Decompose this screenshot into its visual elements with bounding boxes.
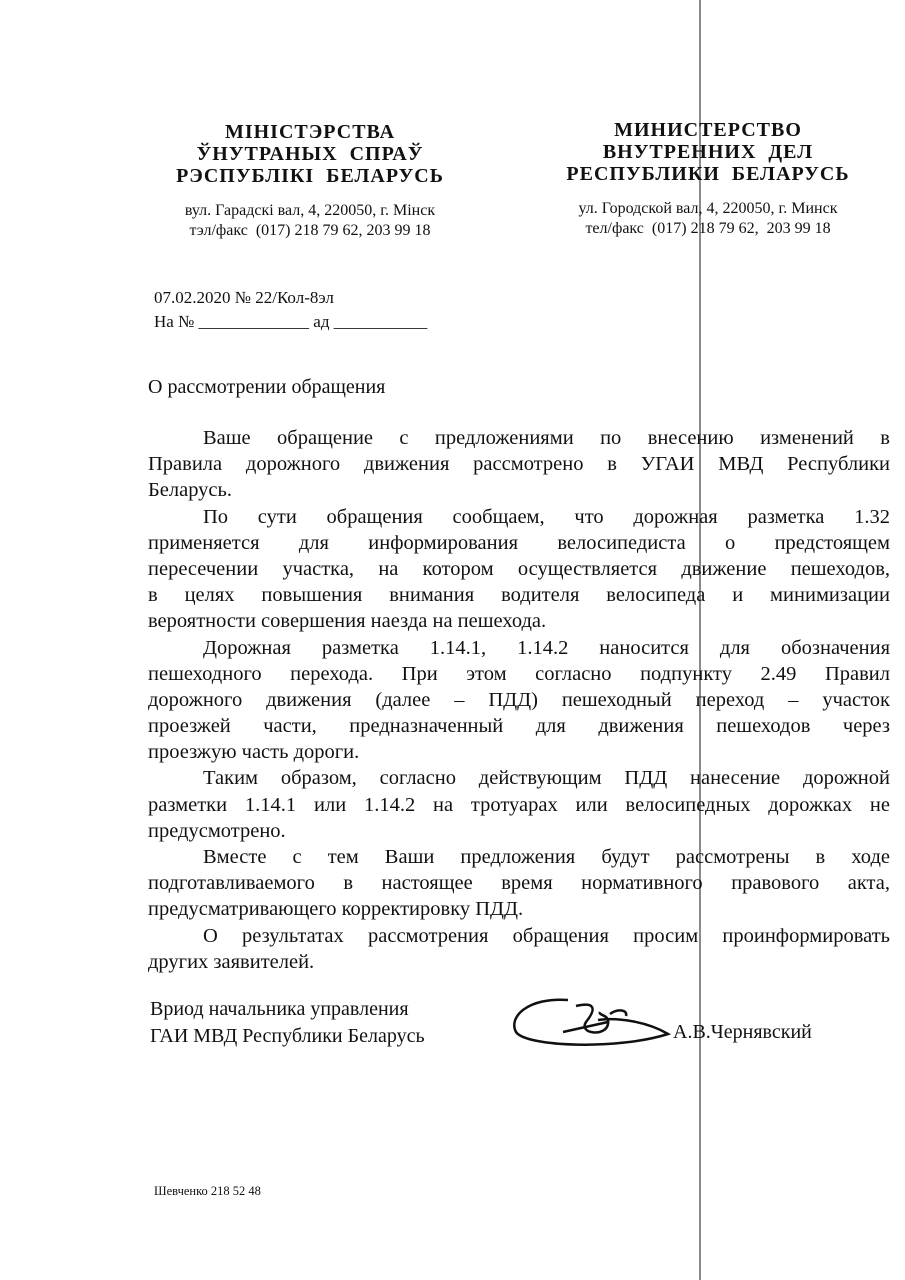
org-name-line: МІНІСТЭРСТВА <box>224 121 396 143</box>
org-name-line: МИНИСТЕРСТВО <box>614 119 802 141</box>
letterhead-russian <box>548 119 868 239</box>
paragraph-line: пешеходного перехода. При этом согласно подпункту 2.49 Правил <box>148 662 890 685</box>
paragraph-line: вероятности совершения наезда на пешехода. <box>148 610 547 633</box>
paragraph-line: предусмотрено. <box>148 819 286 842</box>
paragraph-line: По сути обращения сообщаем, что дорожная разметка 1.32 <box>203 505 890 528</box>
outgoing-number: 07.02.2020 № 22/Кол-8эл <box>154 288 334 307</box>
org-name-line: РЭСПУБЛІКІ БЕЛАРУСЬ <box>176 165 444 187</box>
paragraph-line: Ваше обращение с предложениями по внесению изменений в <box>203 427 890 449</box>
signatory-position <box>150 996 425 1050</box>
paragraph-line: применяется для информирования велосипедиста о предстоящем <box>148 531 890 554</box>
paragraph-line: разметки 1.14.1 или 1.14.2 на тротуарах или велосипедных дорожках не <box>148 793 890 816</box>
paragraph-line: Таким образом, согласно действующим ПДД нанесение дорожной <box>203 767 890 790</box>
paragraph-line: в целях повышения внимания водителя велосипеда и минимизации <box>148 584 890 607</box>
handwritten-signature <box>508 992 673 1052</box>
incoming-number: На № _____________ ад ___________ <box>154 312 428 331</box>
org-phone: тэл/факс (017) 218 79 62, 203 99 18 <box>189 222 431 239</box>
letter-body <box>148 425 890 975</box>
org-address: ул. Городской вал, 4, 220050, г. Минск <box>578 200 838 217</box>
org-name-line: ВНУТРЕННИХ ДЕЛ <box>602 141 814 163</box>
org-name-line: ЎНУТРАНЫХ СПРАЎ <box>196 143 424 165</box>
paragraph-line: предусматривающего корректировку ПДД. <box>148 898 524 921</box>
paragraph-line: О результатах рассмотрения обращения просим проинформировать <box>203 924 890 947</box>
signatory-name: А.В.Чернявский <box>673 1021 812 1043</box>
org-phone: тел/факс (017) 218 79 62, 203 99 18 <box>585 220 831 237</box>
paragraph-line: пересечении участка, на котором осуществляется движение пешеходов, <box>148 557 890 580</box>
position-line: ГАИ МВД Республики Беларусь <box>150 1025 425 1047</box>
paragraph-line: Вместе с тем Ваши предложения будут рассмотрены в ходе <box>203 846 890 868</box>
reference-block <box>154 286 427 334</box>
paragraph-line: Дорожная разметка 1.14.1, 1.14.2 наносится для обозначения <box>203 636 890 659</box>
paragraph-line: Беларусь. <box>148 479 233 502</box>
executor-contact: Шевченко 218 52 48 <box>154 1184 261 1198</box>
position-line: Вриод начальника управления <box>150 998 409 1020</box>
paragraph-line: других заявителей. <box>148 950 315 973</box>
paragraph-line: Правила дорожного движения рассмотрено в УГАИ МВД Республики <box>148 453 890 476</box>
letter-subject: О рассмотрении обращения <box>148 376 386 398</box>
org-name-line: РЕСПУБЛИКИ БЕЛАРУСЬ <box>566 163 850 185</box>
paragraph-line: подготавливаемого в настоящее время нормативного правового акта, <box>148 872 890 895</box>
org-address: вул. Гарадскі вал, 4, 220050, г. Мінск <box>184 202 436 219</box>
paragraph-line: проезжую часть дороги. <box>148 741 360 764</box>
letterhead-belarusian <box>160 121 460 241</box>
paragraph-line: проезжей части, предназначенный для движения пешеходов через <box>148 715 890 738</box>
paragraph-line: дорожного движения (далее – ПДД) пешеходный переход – участок <box>148 688 890 711</box>
